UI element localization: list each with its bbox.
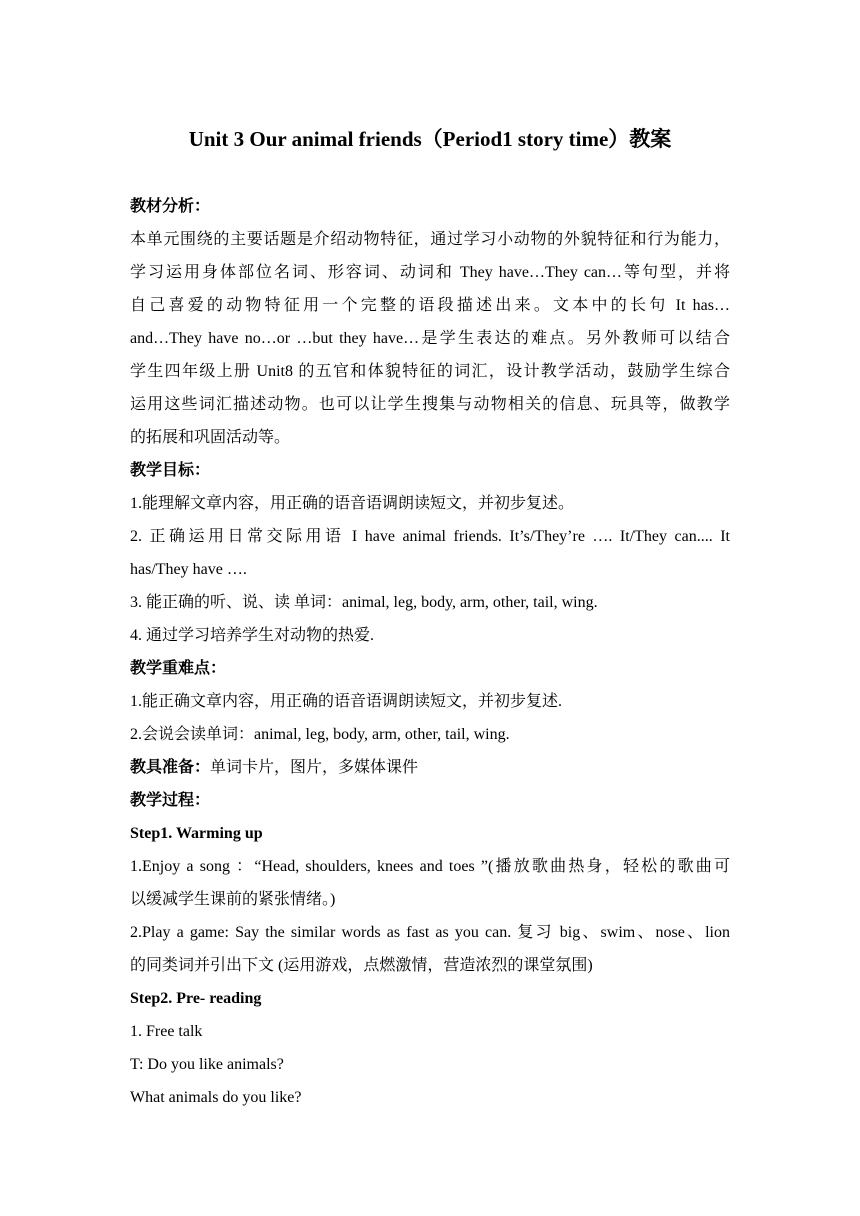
goal-item: 1.能理解文章内容，用正确的语音语调朗读短文，并初步复述。 (130, 495, 575, 512)
process-heading: 教学过程： (130, 792, 211, 809)
goal-item: has/They have …. (130, 561, 247, 578)
goals-heading: 教学目标： (130, 462, 211, 479)
goal-item: 2. 正确运用日常交际用语 I have animal friends. It’s/They’re …. It/They can.... It (130, 528, 730, 545)
document-title: Unit 3 Our animal friends（Period1 story time）教案 (188, 127, 672, 151)
analysis-line: and…They have no…or …but they have…是学生表达的难点。另外教师可以结合 (130, 330, 730, 347)
document-body (130, 190, 730, 1114)
goal-item: 3. 能正确的听、说、读 单词：animal, leg, body, arm, other, tail, wing. (130, 594, 598, 611)
analysis-line: 本单元围绕的主要话题是介绍动物特征，通过学习小动物的外貌特征和行为能力， (130, 231, 730, 248)
step1-line: 1.Enjoy a song ：“Head, shoulders, knees and toes ”(播放歌曲热身，轻松的歌曲可 (130, 858, 730, 875)
analysis-heading: 教材分析： (130, 198, 211, 215)
key-point-item: 1.能正确文章内容，用正确的语音语调朗读短文，并初步复述. (130, 693, 563, 710)
step1-heading: Step1. Warming up (130, 825, 263, 842)
step1-line: 以缓减学生课前的紧张情绪。) (130, 891, 336, 908)
materials-row (130, 751, 730, 784)
analysis-line: 学生四年级上册 Unit8 的五官和体貌特征的词汇，设计教学活动，鼓励学生综合 (130, 363, 730, 380)
step1-line: 2.Play a game: Say the similar words as fast as you can. 复习 big、swim、nose、lion (130, 924, 730, 941)
step2-line: T: Do you like animals? (130, 1056, 284, 1073)
analysis-line: 学习运用身体部位名词、形容词、动词和 They have…They can…等句型，并将 (130, 264, 730, 281)
step2-heading: Step2. Pre- reading (130, 990, 262, 1007)
analysis-line: 的拓展和巩固活动等。 (130, 429, 291, 446)
goal-item: 4. 通过学习培养学生对动物的热爱. (130, 627, 375, 644)
key-points-heading: 教学重难点： (130, 660, 227, 677)
materials-text: 单词卡片，图片，多媒体课件 (210, 759, 419, 776)
step1-line: 的同类词并引出下文 (运用游戏，点燃激情，营造浓烈的课堂氛围) (130, 957, 593, 974)
materials-heading: 教具准备： (130, 759, 211, 776)
analysis-line: 运用这些词汇描述动物。也可以让学生搜集与动物相关的信息、玩具等，做教学 (130, 396, 730, 413)
key-point-item: 2.会说会读单词：animal, leg, body, arm, other, tail, wing. (130, 726, 510, 743)
step2-line: What animals do you like? (130, 1089, 302, 1106)
analysis-line: 自己喜爱的动物特征用一个完整的语段描述出来。文本中的长句 It has… (130, 297, 730, 314)
step2-line: 1. Free talk (130, 1023, 203, 1040)
